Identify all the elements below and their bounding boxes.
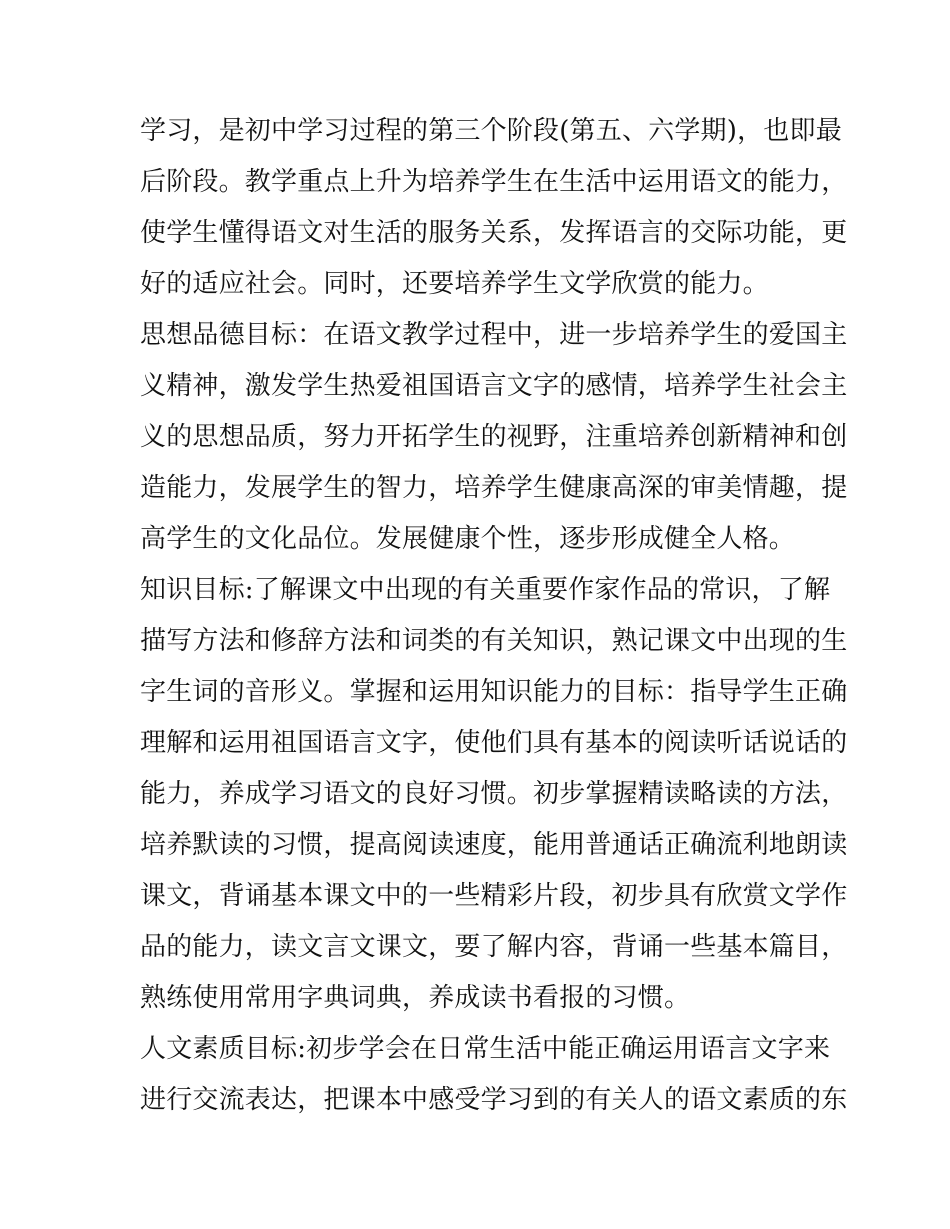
text-line: 学习，是初中学习过程的第三个阶段(第五、六学期)，也即最	[140, 116, 842, 146]
text-line: 熟练使用常用字典词典，养成读书看报的习惯。	[140, 983, 691, 1013]
text-line: 知识目标:了解课文中出现的有关重要作家作品的常识，了解	[140, 575, 831, 605]
text-line: 人文素质目标:初步学会在日常生活中能正确运用语言文字来	[140, 1034, 831, 1064]
text-line: 理解和运用祖国语言文字，使他们具有基本的阅读听话说话的	[140, 728, 848, 758]
document-body	[140, 106, 848, 1126]
text-line: 能力，养成学习语文的良好习惯。初步掌握精读略读的方法，	[140, 779, 848, 809]
text-line: 课文，背诵基本课文中的一些精彩片段，初步具有欣赏文学作	[140, 881, 848, 911]
text-line: 培养默读的习惯，提高阅读速度，能用普通话正确流利地朗读	[140, 830, 848, 860]
text-line: 使学生懂得语文对生活的服务关系，发挥语言的交际功能，更	[140, 218, 848, 248]
text-line: 好的适应社会。同时，还要培养学生文学欣赏的能力。	[140, 269, 769, 299]
text-line: 义的思想品质，努力开拓学生的视野，注重培养创新精神和创	[140, 422, 848, 452]
text-line: 品的能力，读文言文课文，要了解内容，背诵一些基本篇目，	[140, 932, 848, 962]
text-line: 进行交流表达，把课本中感受学习到的有关人的语文素质的东	[140, 1085, 848, 1115]
text-line: 义精神，激发学生热爱祖国语言文字的感情，培养学生社会主	[140, 371, 848, 401]
text-line: 后阶段。教学重点上升为培养学生在生活中运用语文的能力，	[140, 167, 848, 197]
text-line: 描写方法和修辞方法和词类的有关知识，熟记课文中出现的生	[140, 626, 848, 656]
text-line: 字生词的音形义。掌握和运用知识能力的目标：指导学生正确	[140, 677, 848, 707]
text-line: 高学生的文化品位。发展健康个性，逐步形成健全人格。	[140, 524, 796, 554]
text-line: 造能力，发展学生的智力，培养学生健康高深的审美情趣，提	[140, 473, 848, 503]
text-line: 思想品德目标：在语文教学过程中，进一步培养学生的爱国主	[140, 320, 848, 350]
